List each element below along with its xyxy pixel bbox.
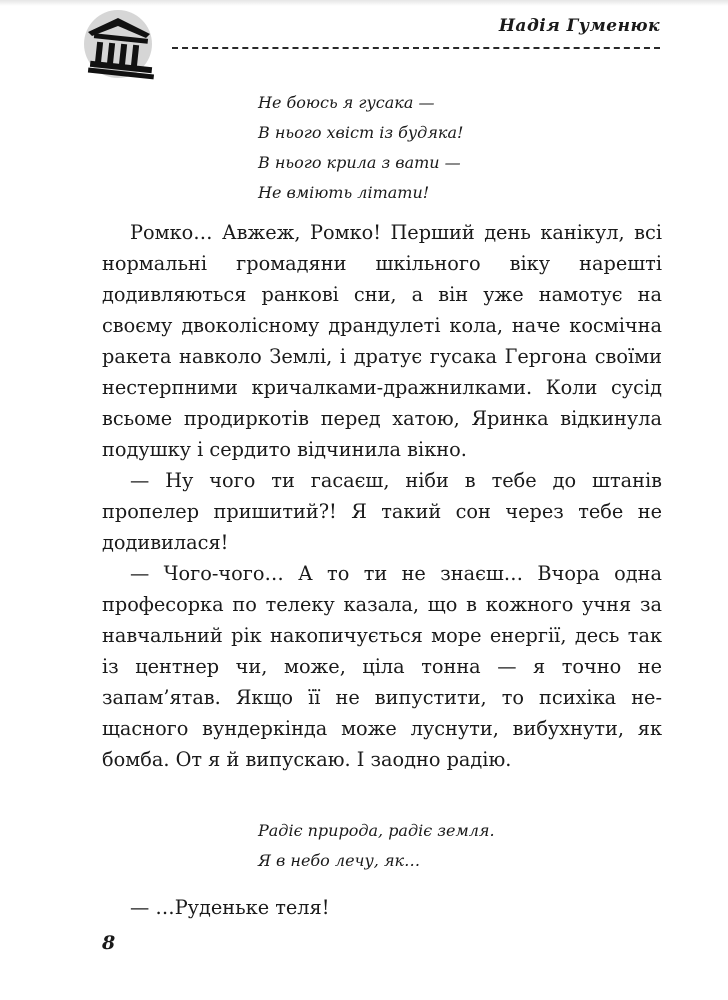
poem-line: Радіє природа, радіє земля.	[258, 821, 495, 840]
header-dashed-rule	[172, 47, 660, 49]
poem-stanza-bottom	[258, 816, 495, 876]
paragraph: Ромко… Авжеж, Ромко! Перший день канікул, всі нормальні громадяни шкільного віку нарешті додивляються ранкові сни, а він уже намотує на своєму двоколісному драндулеті кола, наче космічна ракета навколо Землі, і дратує гусака Гергона своїми нестерпними кричалками-дражнилками. Коли сусід всьоме продиркотів перед хатою, Яринка відкинула подушку і сердито відчинила вікно.	[102, 221, 662, 461]
closing-dialogue-line: — …Руденьке теля!	[130, 896, 330, 919]
paragraph: — Чого-чого… А то ти не знаєш… Вчора одна професорка по телеку казала, що в кожного учня за навчальний рік накопичується море енергії, десь так із центнер чи, може, ціла тонна — я точно не запам’ятав. Якщо її не випустити, то психіка нещасного вундеркінда може луснути, вибухнути, як бомба. От я й випускаю. І заодно радію.	[102, 562, 662, 771]
poem-line: В нього крила з вати —	[258, 153, 461, 172]
page-top-shade	[0, 0, 728, 6]
poem-line: В нього хвіст із будяка!	[258, 123, 464, 142]
poem-line: Не боюсь я гусака —	[258, 93, 435, 112]
page-number: 8	[102, 932, 116, 954]
story-text	[102, 217, 662, 775]
poem-line: Не вміють літати!	[258, 183, 430, 202]
paragraph: — Ну чого ти гасаєш, ніби в тебе до штанів пропелер пришитий?! Я такий сон через тебе не додивилася!	[102, 469, 662, 554]
running-header-author: Надія Гуменюк	[498, 16, 660, 36]
poem-stanza-top	[258, 88, 463, 208]
columned-building-icon	[80, 8, 158, 82]
poem-line: Я в небо лечу, як…	[258, 851, 421, 870]
